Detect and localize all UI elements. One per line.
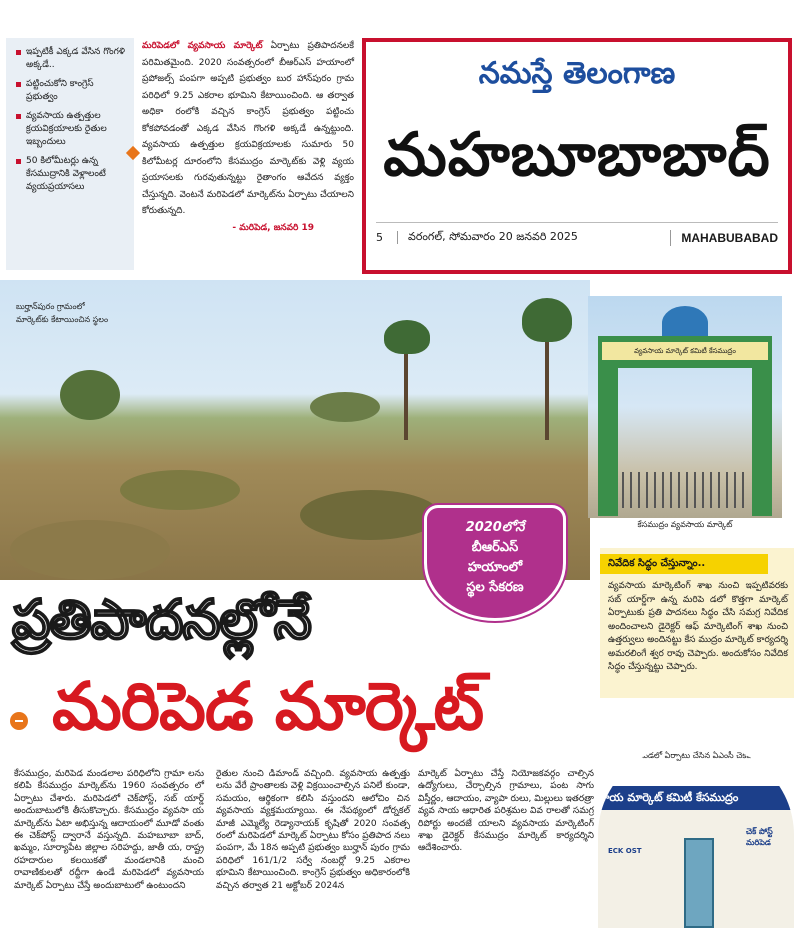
badge-line: 2020లోనే <box>465 520 525 535</box>
badge-line: బీఆర్ఎస్ <box>471 540 519 555</box>
bullet-square-icon <box>16 50 21 55</box>
checkpost-label-english: ECK OST <box>608 847 642 855</box>
comment-bubble-icon <box>10 712 28 730</box>
arch-gate <box>622 472 748 508</box>
checkpost-sign: సాయ మార్కెట్ కమిటీ కేసముద్రం <box>598 786 794 810</box>
highlights-box <box>6 38 134 270</box>
article-column-3: మార్కెట్ ఏర్పాటు చేస్తే నియోజకవర్గం చాల్సిన ఉద్యోగులు, చేర్చాల్సిన గ్రామాలు, పంట సాగు విస్తీర్ణం, ఆదాయం, వ్యాపా రులు, మిల్లులు ఇతరత్రా వ్యవ సాయ ఆధారిత పరిశ్రమల వివ రాలతో సమగ్ర రిపోర్టు అందజే యాలని వ్యవసాయ మార్కెటింగ్ శాఖ డైరెక్టర్ కేసముద్రం మార్కెట్ కార్యదర్శిని ఆదేశించారు. <box>418 769 594 854</box>
badge-line: హయాంలో <box>467 560 523 575</box>
tree-shape <box>60 370 120 420</box>
sidebar-title: నివేదిక సిద్ధం చేస్తున్నాం.. <box>600 554 768 574</box>
badge-line: స్థల సేకరణ <box>466 580 524 595</box>
palm-crown <box>522 298 572 342</box>
highlight-item <box>16 155 128 194</box>
article-column-2: రైతుల నుంచి డిమాండ్ వచ్చింది. వ్యవసాయ ఉత్పత్తు లను వేరే ప్రాంతాలకు వెళ్లి విక్రయించాల్సిన పనిలే కుండా, సమయం, ఆర్థికంగా కలిసి వస్తుందని ఆలోచిం చిన వ్యవసాయ వ్యక్తమయ్యాయి. ఈ నేపథ్యంలో డోర్నకల్ మాజీ ఎమ్మెల్యే రెడ్యానాయక్ కృషితో 2020 సంవత్స రంలో మరిపెడలో మార్కెట్ ఏర్పాటు కోసం ప్రతిపాద నలు పంపగా, మే 18న అప్పటి ప్రభుత్వం బుర్హాన్ పురం గ్రామ పరిధిలో 161/1/2 సర్వే నంబర్లో 9.25 ఎకరాల భూమిని కేటాయించింది. కాంగ్రెస్ ప్రభుత్వం అధికారంలోకి వచ్చిన తర్వాత 21 అక్టోబర్ 2024న <box>216 769 410 891</box>
district-english: MAHABUBABAD <box>681 230 778 245</box>
highlight-item <box>16 110 128 149</box>
bullet-square-icon <box>16 159 21 164</box>
palm-trunk <box>404 340 408 440</box>
page-number: 5 <box>376 231 398 244</box>
sidebar-body: వ్యవసాయ మార్కెటింగ్ శాఖ నుంచి ఇప్పటివరకు సబ్ యార్డ్‌గా ఉన్న మరిపె డలో కొత్తగా మార్కెట్ ఏర్పాటుకు ప్రతి పాదనలు సిద్ధం చేసి సమగ్ర నివేదిక అందించాలని డైరెక్టర్ ఆఫ్ మార్కెటింగ్ శాఖ నుంచి ఉత్తర్వులు అందినట్టు కేస ముద్రం మార్కెట్ కార్యదర్శి అమరలింగే శ్వర రావు చెప్పారు. అందుకోసం నివేదిక సిద్ధం చేస్తున్నట్టు చెప్పారు. <box>608 581 788 672</box>
shrub-shape <box>120 470 240 510</box>
bullet-square-icon <box>16 82 21 87</box>
article-column-1: కేసముద్రం, మరిపెడ మండలాల పరిధిలోని గ్రామా లను కలిపి కేసముద్రం మార్కెట్‌ను 1960 సంవత్సరం లో ఏర్పాటు చేశారు. మరిపెడలో చెక్‌పోస్ట్, సబ్ యార్డ్ అందుబాటులోకి తీసుకొచ్చారు. కేసముద్రం వ్యవసా య మార్కెట్‌ను ఏటా అభిస్తున్న ఆదాయంలో మూడో వంతు ఈ చెక్‌పోస్ట్ ద్వారానే వస్తున్నది. మహబూబా బాద్, ఖమ్మం, సూర్యాపేట జిల్లాల సరిహద్దు, జాతీ య, రాష్ట్ర రహదారుల కలయికతో మండలానికి మంచి రావాణికులతో రద్దీగా ఉండే మరిపెడలో వ్యవసాయ మార్కెట్ ఏర్పాటు చేస్తే అందుబాటులో ఉంటుందని <box>14 769 204 891</box>
intro-dateline: - మరిపెడ, జనవరి 19 <box>232 222 314 233</box>
highlight-item <box>16 46 128 72</box>
shrub-shape <box>10 520 170 580</box>
tree-shape <box>310 392 380 422</box>
shrub-shape <box>300 490 440 540</box>
highlight-text: 50 కిలోమీటర్లు ఉన్న కేసముద్రానికి వెళ్లాలంటే వ్యయప్రయాసలు <box>26 156 106 192</box>
arch-dome <box>662 306 708 340</box>
market-arch-photo <box>588 296 782 518</box>
intro-body: ఏర్పాటు ప్రతిపాదనలకే పరిమితమైంది. 2020 సంవత్సరంలో బీఆర్ఎస్ హయాంలో ప్రపోజల్స్ పంపగా అప్పటి ప్రభుత్వం బుర హాన్‌పురం గ్రామ పరిధిలో 9.25 ఎకరాల భూమిని కేటాయించింది. ఆ తర్వాత అధికా రంలోకి వచ్చిన కాంగ్రెస్ ప్రభుత్వం పట్టించు కోకపోవడంతో ఎక్కడ వేసిన గొంగళి అక్కడే ఉన్నట్టుంది. వ్యవసాయ ఉత్పత్తుల క్రయవిక్రయాలకు సుమారు 50 కిలోమీటర్ల దూరంలోని కేసముద్రం మార్కెట్‌కు వెళ్లి వ్యయ ప్రయాసలకు గురవుతున్నట్టు రైతాంగం ఆవేదన వ్యక్తం చేస్తున్నది. వెంటనే మరిపెడలో మార్కెట్‌ను ఏర్పాటు చేయాలని కోరుతున్నది. <box>142 41 354 216</box>
checkpost-photo <box>598 742 794 928</box>
arch-sign: వ్యవసాయ మార్కెట్ కమిటీ కేసముద్రం <box>602 342 768 360</box>
report-sidebar <box>600 548 794 698</box>
district-title: మహబూబాబాద్ <box>383 120 771 190</box>
land-photo-caption: బుర్హాన్‌పురం గ్రామంలో మార్కెట్‌కు కేటాయించిన స్థలం <box>16 302 109 324</box>
highlight-text: పట్టించుకోని కాంగ్రెస్ ప్రభుత్వం <box>26 79 94 102</box>
intro-lead: మరిపెడలో వ్యవసాయ మార్కెట్ <box>142 41 263 51</box>
checkpost-door <box>684 838 714 928</box>
highlight-text: వ్యవసాయ ఉత్పత్తుల క్రయవిక్రయాలకు రైతుల ఇబ్బందులు <box>26 111 107 147</box>
highlight-badge <box>424 505 566 621</box>
edition-dateline: వరంగల్, సోమవారం 20 జనవరి 2025 <box>398 230 671 246</box>
bullet-square-icon <box>16 114 21 119</box>
market-arch-caption: కేసముద్రం వ్యవసాయ మార్కెట్ <box>637 520 733 529</box>
checkpost-label-telugu: చెక్ పోస్ట్ మరిపెడ <box>746 827 773 847</box>
masthead-info-strip <box>376 222 778 252</box>
masthead <box>362 38 792 274</box>
headline-line-1: ప్రతిపాదనల్లోనే <box>12 588 311 651</box>
checkpost-caption: మరిపెడలో ఏర్పాటు చేసిన ఏఎంసీ చెక్‌పోస్టు <box>629 751 763 760</box>
palm-crown <box>384 320 430 354</box>
highlight-item <box>16 78 128 104</box>
highlight-text: ఇప్పటికీ ఎక్కడ వేసిన గొంగళి అక్కడే.. <box>26 47 125 70</box>
newspaper-brand: నమస్తే తెలంగాణ <box>478 56 676 91</box>
headline-line-2: మరిపెడ మార్కెట్ <box>52 668 484 745</box>
